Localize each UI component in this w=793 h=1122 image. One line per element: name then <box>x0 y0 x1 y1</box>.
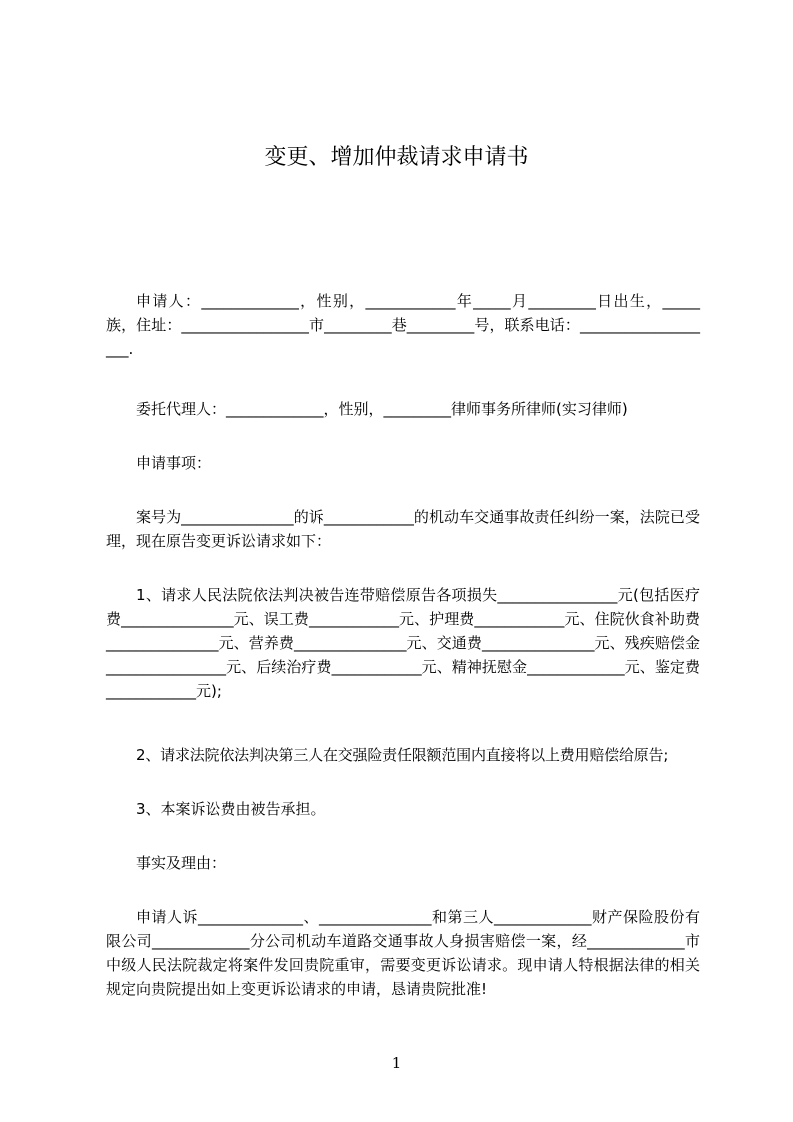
facts-body-paragraph: 申请人诉______________、_______________和第三人_____________财产保险股份有限公司_____________分公司机动车道路交通事故人身损害赔偿一案，经_____________市中级人民法院裁定将案件发回贵院重审，需要变更诉讼请求。现申请人特根据法律的相关规定向贵院提出如上变更诉讼请求的申请，恳请贵院批准! <box>106 908 700 998</box>
page-number: 1 <box>391 1054 402 1072</box>
applicant-info-paragraph: 申请人：_____________，性别，____________年_____月_________日出生，_____族，住址：_________________市_________巷_________号，联系电话：___________________. <box>106 292 700 358</box>
request-item-1: 1、请求人民法院依法判决被告连带赔偿原告各项损失________________元(包括医疗费_______________元、误工费____________元、护理费____________元、住院伙食补助费_______________元、营养费_______________元、交通费_______________元、残疾赔偿金________________元、后续治疗费____________元、精神抚慰金_____________元、鉴定费____________元); <box>106 586 700 700</box>
document-title: 变更、增加仲裁请求申请书 <box>264 145 529 170</box>
request-item-3: 3、本案诉讼费由被告承担。 <box>136 800 326 818</box>
request-item-2: 2、请求法院依法判决第三人在交强险责任限额范围内直接将以上费用赔偿给原告; <box>136 746 669 764</box>
request-heading: 申请事项： <box>136 454 212 472</box>
agent-info-paragraph: 委托代理人：_____________，性别，_________律师事务所律师(实习律师) <box>136 400 628 418</box>
facts-heading: 事实及理由： <box>136 854 227 872</box>
case-intro-paragraph: 案号为_______________的诉____________的机动车交通事故责任纠纷一案，法院已受理，现在原告变更诉讼请求如下： <box>106 508 700 550</box>
